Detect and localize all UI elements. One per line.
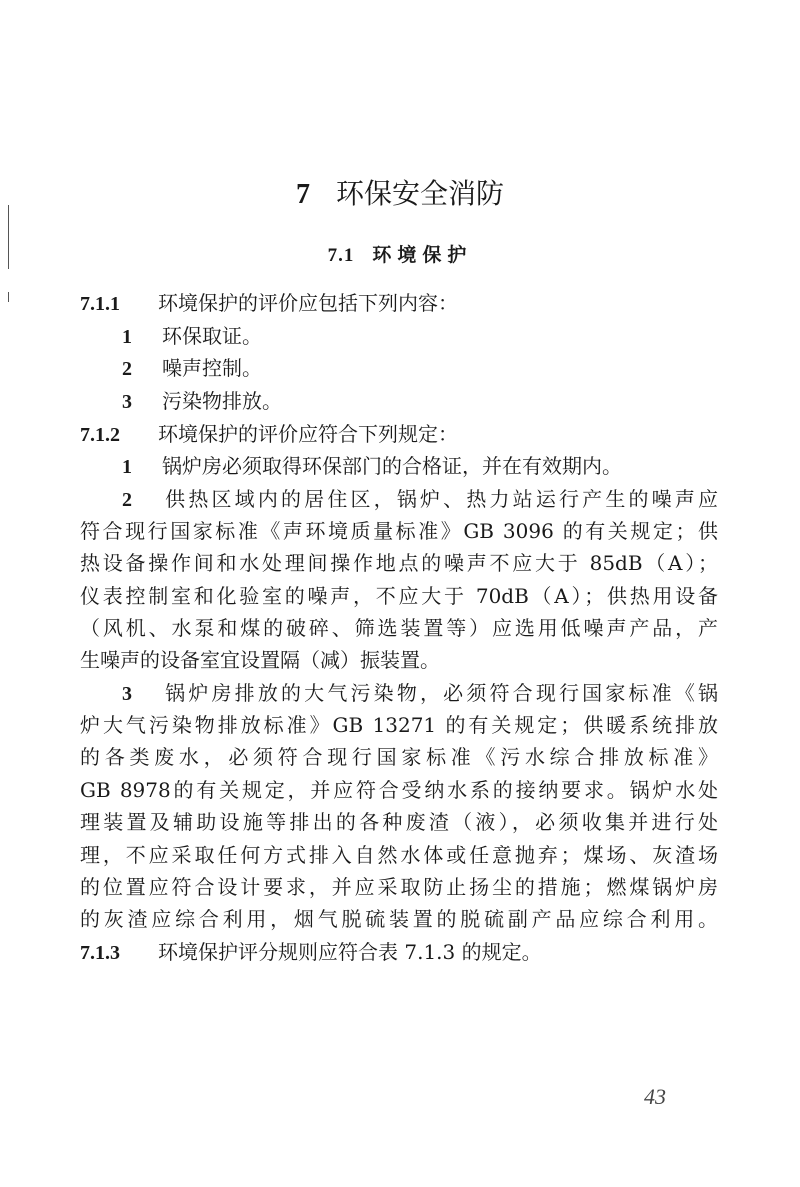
chapter-title-text: 环保安全消防 (335, 177, 504, 210)
clause-7-1-3 (80, 939, 718, 966)
chapter-title (0, 172, 800, 212)
clause-7-1-2 (80, 421, 718, 448)
paragraph-line: 理，不应采取任何方式排入自然水体或任意抛弃；煤场、灰渣场 (80, 843, 718, 867)
list-item (80, 453, 718, 480)
line-text: 锅炉房排放的大气污染物，必须符合现行国家标准《锅 (162, 681, 718, 705)
paragraph-line: 仪表控制室和化验室的噪声，不应大于 70dB（A）；供热用设备 (80, 584, 718, 608)
section-number: 7.1 (327, 245, 355, 266)
item-number: 2 (122, 489, 132, 511)
clause-number: 7.1.1 (80, 293, 120, 315)
item-number: 2 (122, 358, 132, 380)
paragraph-line: （风机、水泵和煤的破碎、筛选装置等）应选用低噪声产品，产 (80, 616, 718, 640)
paragraph-line: 的灰渣应综合利用，烟气脱硫装置的脱硫副产品应综合利用。 (80, 907, 718, 931)
paragraph-line: 生噪声的设备室宜设置隔（减）振装置。 (80, 648, 440, 672)
item-number: 1 (122, 326, 132, 348)
item-number: 3 (122, 683, 132, 705)
line-text: 供热区域内的居住区，锅炉、热力站运行产生的噪声应 (162, 487, 718, 511)
item-text: 环保取证。 (162, 324, 262, 348)
section-title-text: 环境保护 (372, 244, 473, 266)
paragraph-line: 符合现行国家标准《声环境质量标准》GB 3096 的有关规定；供 (80, 519, 718, 543)
section-title (0, 240, 800, 267)
item-text: 污染物排放。 (162, 389, 282, 413)
clause-text: 环境保护的评价应符合下列规定： (158, 422, 458, 446)
list-item (80, 355, 718, 382)
paragraph-line: 炉大气污染物排放标准》GB 13271 的有关规定；供暖系统排放 (80, 713, 718, 737)
paragraph-line: 的各类废水，必须符合现行国家标准《污水综合排放标准》 (80, 745, 718, 769)
scan-margin-mark (8, 292, 9, 302)
page-number: 43 (644, 1084, 666, 1109)
item-text: 噪声控制。 (162, 356, 262, 380)
item-number: 1 (122, 456, 132, 478)
paragraph-line (80, 680, 718, 707)
clause-number: 7.1.3 (80, 942, 120, 964)
list-item (80, 323, 718, 350)
clause-text: 环境保护评分规则应符合表 7.1.3 的规定。 (158, 940, 542, 964)
paragraph-line: 理装置及辅助设施等排出的各种废渣（液），必须收集并进行处 (80, 810, 718, 834)
item-number: 3 (122, 391, 132, 413)
clause-number: 7.1.2 (80, 424, 120, 446)
paragraph-line: GB 8978的有关规定，并应符合受纳水系的接纳要求。锅炉水处 (80, 778, 718, 802)
item-text: 锅炉房必须取得环保部门的合格证，并在有效期内。 (162, 454, 622, 478)
paragraph-line: 的位置应符合设计要求，并应采取防止扬尘的措施；燃煤锅炉房 (80, 875, 718, 899)
paragraph-line: 热设备操作间和水处理间操作地点的噪声不应大于 85dB（A）； (80, 551, 718, 575)
clause-text: 环境保护的评价应包括下列内容： (158, 291, 458, 315)
clause-7-1-1 (80, 290, 718, 317)
list-item (80, 388, 718, 415)
paragraph-line (80, 486, 718, 513)
chapter-number: 7 (295, 179, 310, 210)
